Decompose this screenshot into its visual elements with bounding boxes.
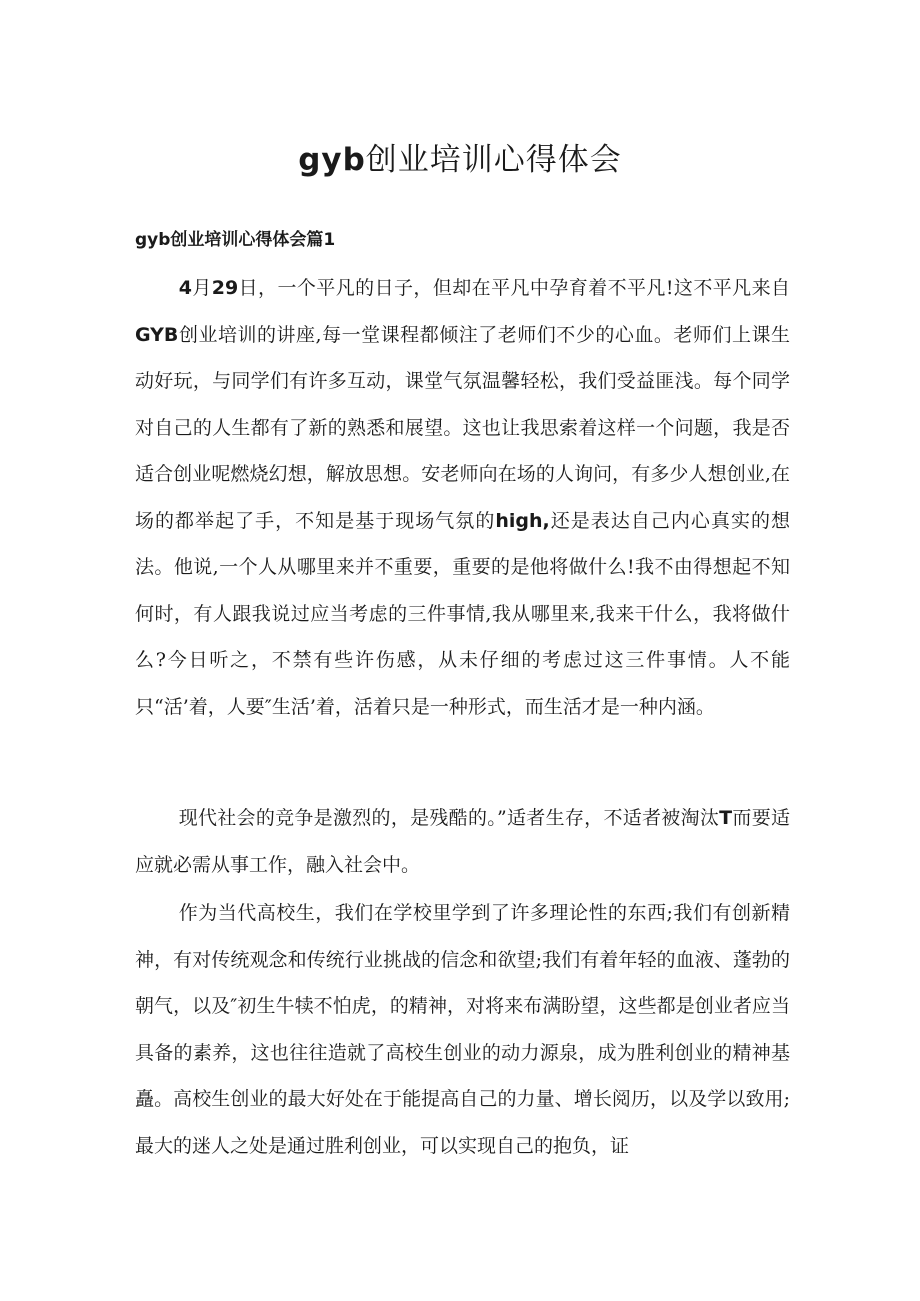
paragraph-text-segment: 4 [178,277,192,299]
paragraph-text-segment: T [719,807,733,829]
paragraph-text-segment: 创业培训的讲座,每一堂课程都倾注了老师们不少的心血。老师们上课生动好玩，与同学们有许多互动，课堂气氛温馨轻松，我们受益匪浅。每个同学对自己的人生都有了新的熟悉和展望。这也让我思索着这样一个问题，我是否适合创业呢燃烧幻想，解放思想。安老师向在场的人询问，有多少人想创业,在场的都举起了手，不知是基于现场气氛的 [135,323,790,532]
paragraph-text-segment: GYB [135,323,179,346]
paragraph-text-segment: 现代社会的竞争是激烈的，是残酷的。”适者生存，不适者被淘汰 [178,807,720,829]
paragraph-text-segment: 日，一个平凡的日子，但却在平凡中孕育着不平凡!这不平凡来自 [238,277,790,299]
paragraph-text-segment: high, [495,509,550,532]
paragraph-text-segment: 月 [191,277,212,299]
page-title [0,138,920,182]
section-heading [135,226,335,254]
section-heading-cjk: 创业培训心得体会篇 [170,230,324,250]
paragraph-2 [135,795,790,888]
paragraph-text-segment: 还是表达自己内心真实的想法。他说,一个人从哪里来并不重要，重要的是他将做什么!我不由得想起不知何时，有人跟我说过应当考虑的三件事情,我从哪里来,我来干什么，我将做什么?今日听之，不禁有些许伤感，从未仔细的考虑过这三件事情。人不能只“活’着，人要″生活’着，活着只是一种形式，而生活才是一种内涵。 [135,509,790,718]
section-heading-latin: gyb [135,230,171,250]
paragraph-3 [135,890,790,1169]
title-cjk: 创业培训心得体会 [365,142,622,178]
paragraph-text-segment: 29 [211,277,239,299]
title-latin: gyb [298,142,366,178]
paragraph-text-segment: 而要适应就必需从事工作，融入社会中。 [135,807,790,876]
section-heading-number: 1 [323,230,336,250]
paragraph-text-segment: 作为当代高校生，我们在学校里学到了许多理论性的东西;我们有创新精神，有对传统观念和传统行业挑战的信念和欲望;我们有着年轻的血液、蓬勃的朝气，以及″初生牛犊不怕虎，的精神，对将来布满盼望，这些都是创业者应当具备的素养，这也往往造就了高校生创业的动力源泉，成为胜利创业的精神基矗。高校生创业的最大好处在于能提高自己的力量、增长阅历，以及学以致用;最大的迷人之处是通过胜利创业，可以实现自己的抱负，证 [135,902,790,1157]
paragraph-1 [135,265,790,730]
